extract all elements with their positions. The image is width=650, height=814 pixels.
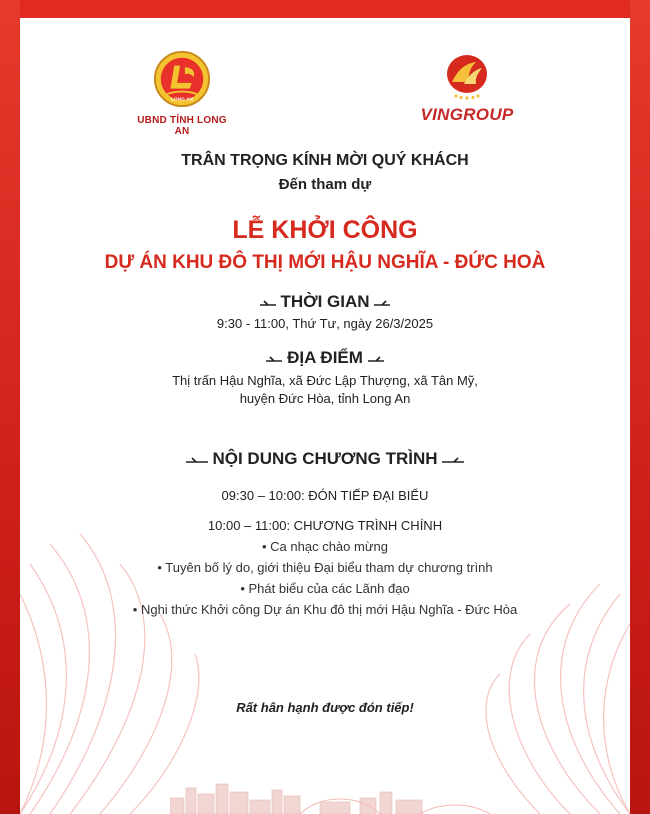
frame-top-border: [0, 0, 650, 18]
long-an-emblem-icon: [153, 50, 211, 108]
attend-line: Đến tham dự: [278, 176, 372, 193]
place-heading: [20, 348, 630, 368]
vingroup-logo: [412, 52, 522, 125]
time-value: 9:30 - 11:00, Thứ Tư, ngày 26/3/2025: [216, 316, 434, 331]
long-an-emblem-text: LONG AN: [170, 97, 194, 103]
time-heading-label: THỜI GIAN: [280, 292, 370, 311]
program-item: • Nghi thức Khởi công Dự án Khu đô thị mới Hậu Nghĩa - Đức Hòa: [132, 602, 518, 617]
closing-line: Rất hân hạnh được đón tiếp!: [236, 700, 414, 715]
ornament-right-icon: [442, 456, 464, 464]
place-line-2: huyện Đức Hòa, tỉnh Long An: [239, 391, 411, 406]
program-item: • Tuyên bố lý do, giới thiệu Đại biểu tham dự chương trình: [157, 560, 493, 575]
invitation-card: [20, 18, 630, 814]
ubnd-long-an-logo: [132, 50, 232, 137]
ornament-right-icon: [368, 355, 384, 363]
ornament-left-icon: [266, 355, 282, 363]
event-subtitle: DỰ ÁN KHU ĐÔ THỊ MỚI HẬU NGHĨA - ĐỨC HOÀ: [104, 252, 546, 273]
time-heading: [20, 292, 630, 312]
schedule-slot-1: 09:30 – 10:00: ĐÓN TIẾP ĐẠI BIỂU: [221, 488, 429, 503]
program-heading: [20, 449, 630, 469]
ornament-left-icon: [186, 456, 208, 464]
invitation-line: TRÂN TRỌNG KÍNH MỜI QUÝ KHÁCH: [181, 152, 469, 169]
schedule-slot-2: 10:00 – 11:00: CHƯƠNG TRÌNH CHÍNH: [207, 518, 443, 533]
program-item: • Ca nhạc chào mừng: [262, 539, 388, 554]
city-skyline-illustration: [170, 774, 490, 814]
ubnd-long-an-caption: UBND TỈNH LONG AN: [137, 115, 227, 137]
ornament-left-icon: [260, 299, 276, 307]
frame-right-border: [630, 0, 650, 814]
vingroup-emblem-icon: [442, 52, 492, 100]
event-title: LỄ KHỞI CÔNG: [232, 216, 418, 244]
program-heading-label: NỘI DUNG CHƯƠNG TRÌNH: [212, 449, 438, 468]
place-line-1: Thị trấn Hậu Nghĩa, xã Đức Lập Thượng, xã Tân Mỹ,: [172, 373, 478, 388]
vingroup-wordmark: VINGROUP: [420, 105, 514, 124]
decorative-swirl-right: [430, 454, 630, 814]
program-item: • Phát biểu của các Lãnh đạo: [240, 581, 410, 596]
place-heading-label: ĐỊA ĐIỂM: [287, 348, 363, 367]
ornament-right-icon: [374, 299, 390, 307]
frame-left-border: [0, 0, 20, 814]
